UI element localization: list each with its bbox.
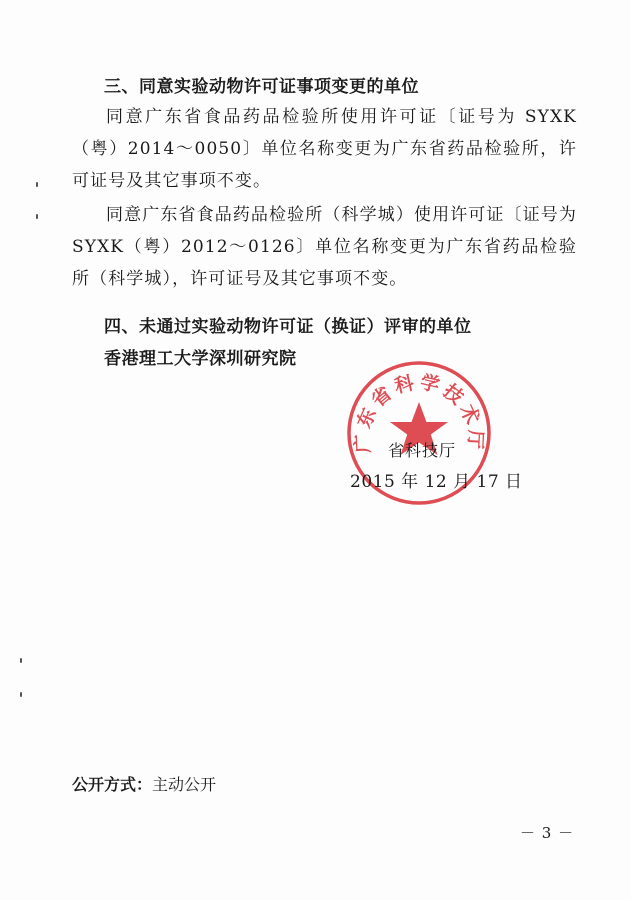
page-number: － 3 － [520,824,575,842]
issuer-name: 省科技厅 [388,441,457,460]
disclosure-value: 主动公开 [152,775,217,794]
issue-date: 2015 年 12 月 17 日 [350,472,523,492]
scan-speck [36,214,38,219]
scan-speck [20,658,22,663]
section-heading-4: 四、未通过实验动物许可证（换证）评审的单位 [104,317,472,337]
section-heading-3: 三、同意实验动物许可证事项变更的单位 [104,77,419,97]
paragraph-license-change-2: 同意广东省食品药品检验所（科学城）使用许可证〔证号为 SYXK（粤）2012～0126〕单位名称变更为广东省药品检验所（科学城），许可证号及其它事项不变。 [72,205,577,289]
disclosure-method [72,772,216,795]
scan-speck [20,692,22,697]
seal-ring-text: 广东省科学技术厅 [351,371,487,454]
scan-speck [36,182,38,187]
failed-unit-name: 香港理工大学深圳研究院 [104,349,297,369]
disclosure-label: 公开方式： [72,775,153,794]
paragraph-license-change-1: 同意广东省食品药品检验所使用许可证〔证号为 SYXK（粤）2014～0050〕单位名称变更为广东省药品检验所，许可证号及其它事项不变。 [72,107,577,191]
